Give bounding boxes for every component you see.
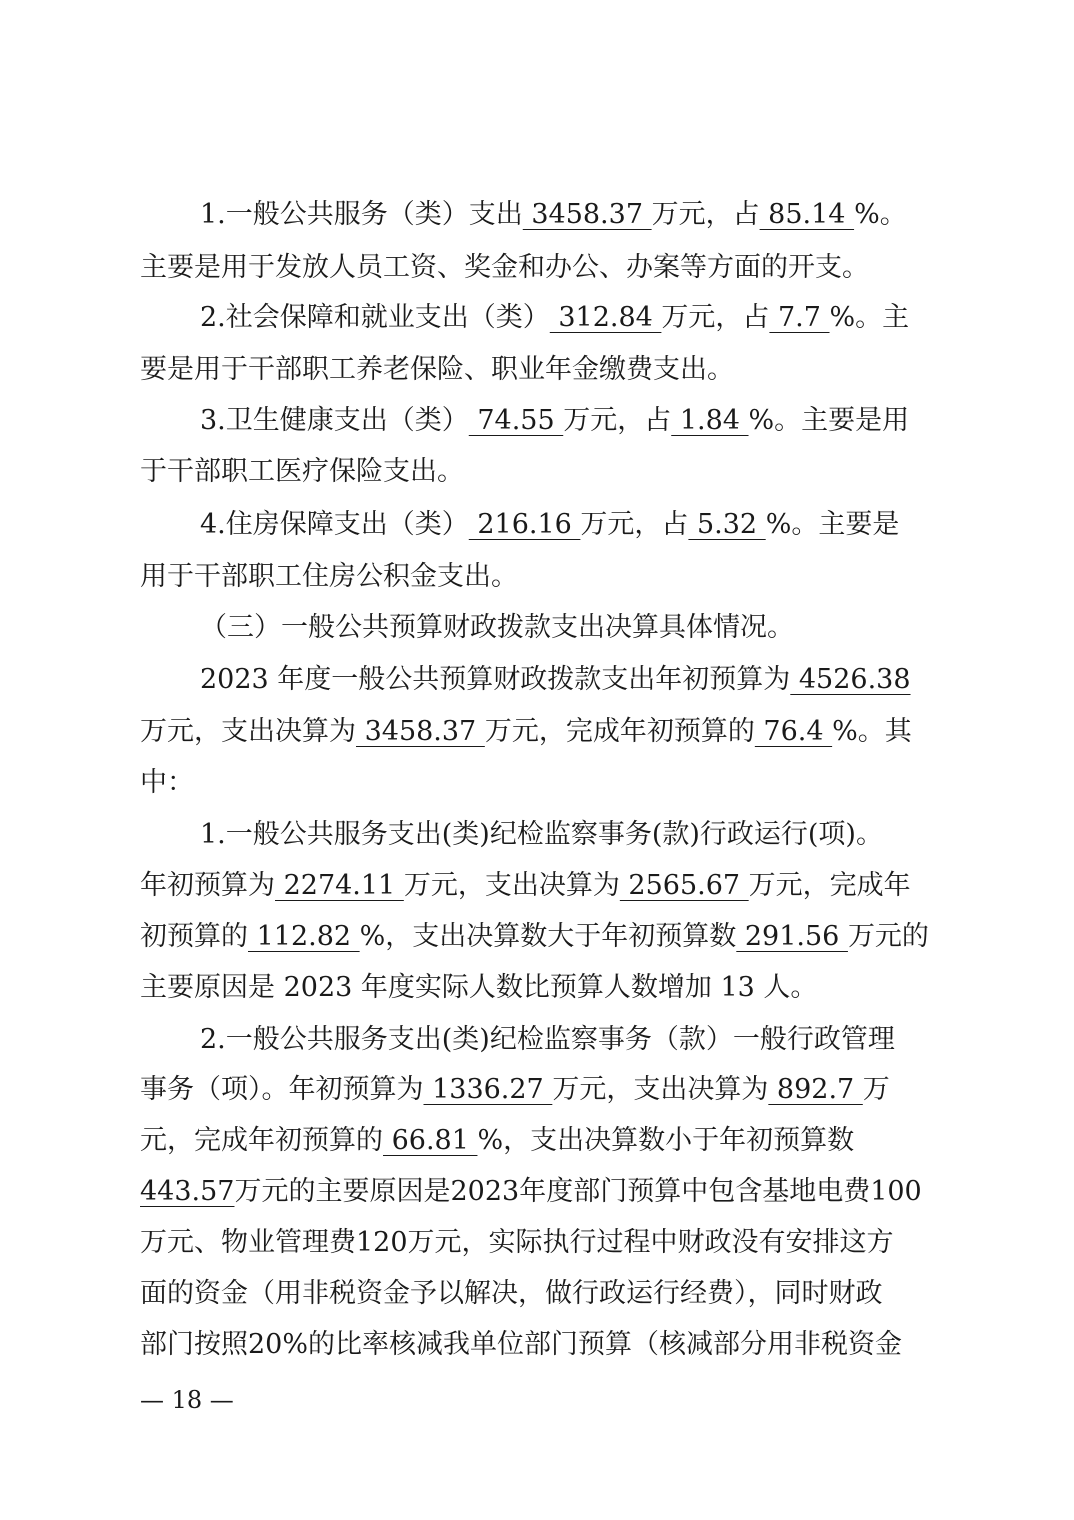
p1-line1: 1.一般公共服务（类）支出 3458.37 万元，占 85.14 %。 — [200, 199, 907, 230]
p6-line3: 初预算的 112.82 %，支出决算数大于年初预算数 291.56 万元的 — [140, 921, 929, 952]
p1-line2: 主要是用于发放人员工资、奖金和办公、办案等方面的开支。 — [140, 252, 869, 283]
p2-line2: 要是用于干部职工养老保险、职业年金缴费支出。 — [140, 354, 734, 385]
p6-line2: 年初预算为 2274.11 万元，支出决算为 2565.67 万元，完成年 — [140, 870, 911, 901]
p6-line1: 1.一般公共服务支出(类)纪检监察事务(款)行政运行(项)。 — [200, 819, 883, 850]
p7-line7: 部门按照20%的比率核减我单位部门预算（核减部分用非税资金 — [140, 1329, 903, 1360]
p7-line2: 事务（项）。年初预算为 1336.27 万元，支出决算为 892.7 万 — [140, 1074, 890, 1105]
p2-line1: 2.社会保障和就业支出（类） 312.84 万元，占 7.7 %。主 — [200, 302, 910, 333]
page-number: — 18 — — [140, 1386, 234, 1414]
p7-line4: 443.57万元的主要原因是2023年度部门预算中包含基地电费100 — [140, 1176, 922, 1207]
section-heading-3: （三）一般公共预算财政拨款支出决算具体情况。 — [200, 612, 794, 643]
p7-line5: 万元、物业管理费120万元，实际执行过程中财政没有安排这方 — [140, 1227, 894, 1258]
p3-line2: 于干部职工医疗保险支出。 — [140, 456, 464, 487]
p7-line1: 2.一般公共服务支出(类)纪检监察事务（款）一般行政管理 — [200, 1024, 895, 1055]
p5-line3: 中： — [140, 767, 194, 798]
p5-line2: 万元，支出决算为 3458.37 万元，完成年初预算的 76.4 %。其 — [140, 716, 912, 747]
p7-line3: 元，完成年初预算的 66.81 %，支出决算数小于年初预算数 — [140, 1125, 855, 1156]
p4-line2: 用于干部职工住房公积金支出。 — [140, 561, 518, 592]
p4-line1: 4.住房保障支出（类） 216.16 万元，占 5.32 %。主要是 — [200, 509, 900, 540]
p7-line6: 面的资金（用非税资金予以解决，做行政运行经费），同时财政 — [140, 1278, 883, 1309]
p3-line1: 3.卫生健康支出（类） 74.55 万元，占 1.84 %。主要是用 — [200, 405, 910, 436]
p5-line1: 2023 年度一般公共预算财政拨款支出年初预算为 4526.38 — [200, 664, 911, 695]
p6-line4: 主要原因是 2023 年度实际人数比预算人数增加 13 人。 — [140, 972, 818, 1003]
